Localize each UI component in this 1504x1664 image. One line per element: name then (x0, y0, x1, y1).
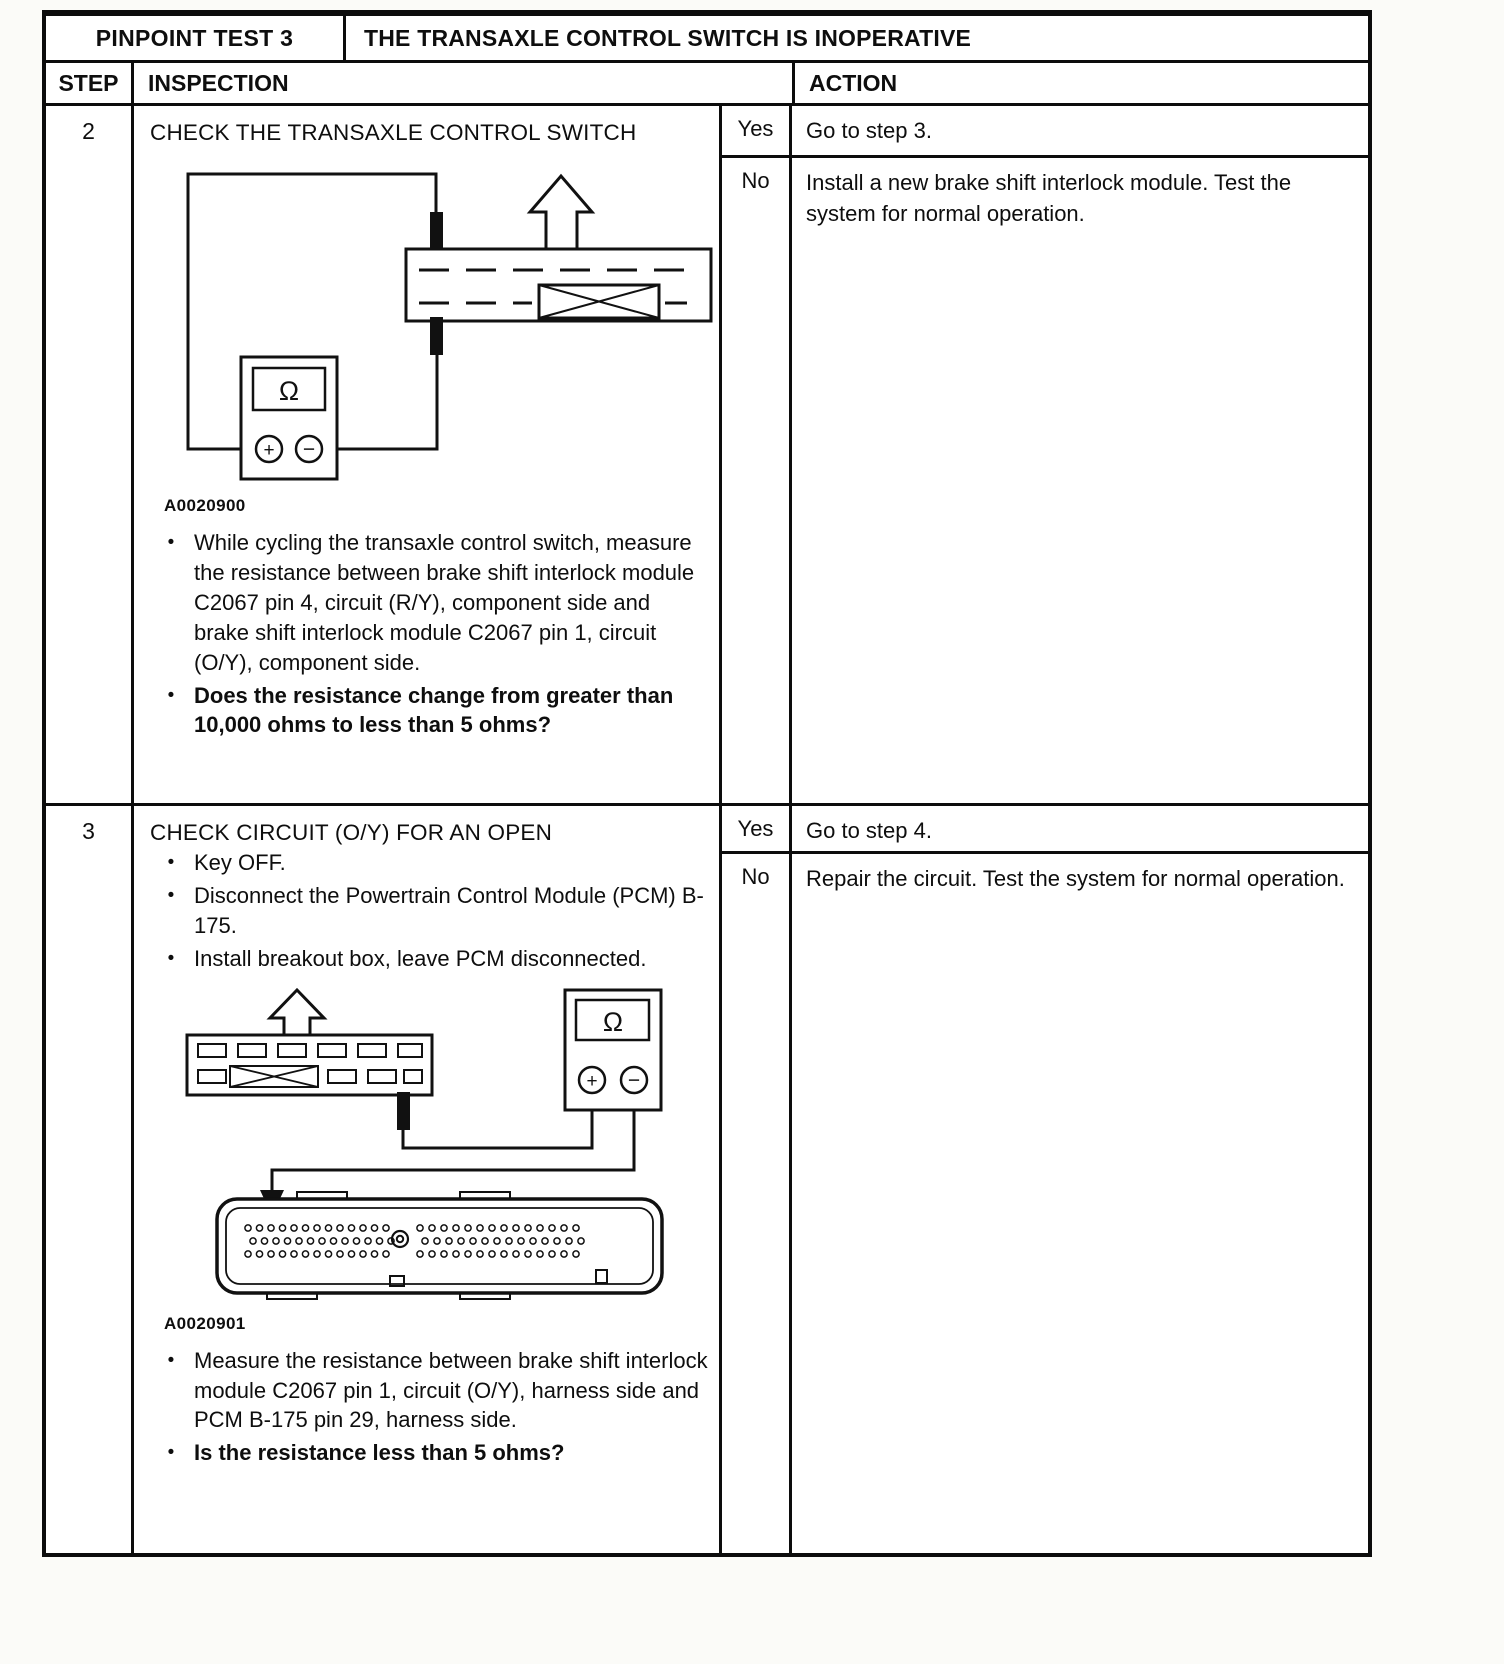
column-header-step: STEP (46, 63, 134, 103)
bullet-text: Install breakout box, leave PCM disconnected. (194, 945, 647, 971)
bullet-text: Does the resistance change from greater than 10,000 ohms to less than 5 ohms? (194, 682, 674, 738)
action-text: Install a new brake shift interlock module. Test the system for normal operation. (806, 170, 1292, 226)
list-item (148, 848, 713, 878)
column-header-action: ACTION (809, 69, 898, 96)
plus-terminal: + (263, 440, 275, 461)
ohmmeter (565, 990, 661, 1110)
answer-label: Yes (722, 106, 792, 155)
connector-pin-top (430, 212, 443, 250)
inspection-bullets (148, 528, 713, 740)
list-item-question (148, 1438, 713, 1468)
minus-terminal: − (627, 1068, 641, 1092)
inspection-cell-step2 (134, 106, 722, 803)
step-row-2 (46, 106, 1368, 806)
harness-connector (187, 1035, 432, 1095)
list-item-question (148, 681, 713, 741)
ohm-symbol: Ω (602, 1006, 624, 1037)
result-row-no (722, 854, 1368, 1553)
circuit-diagram-transaxle-switch (156, 154, 722, 492)
list-item (148, 528, 713, 678)
figure-label: A0020901 (164, 1313, 246, 1333)
bullet-text: Measure the resistance between brake shift interlock module C2067 pin 1, circuit (O/Y), harness side and PCM B-175 pin 29, harness side. (194, 1347, 708, 1433)
direction-arrow-icon (530, 176, 592, 249)
list-item (148, 1346, 713, 1436)
action-text: Repair the circuit. Test the system for normal operation. (806, 866, 1345, 891)
circuit-diagram-pcm-check (172, 980, 712, 1310)
test-number-label: PINPOINT TEST 3 (46, 16, 346, 60)
inspection-bullets (148, 1346, 713, 1469)
bullet-text: Disconnect the Powertrain Control Module (PCM) B-175. (194, 882, 704, 938)
action-text: Go to step 4. (806, 818, 932, 843)
bullet-icon: • (167, 1442, 175, 1464)
step-row-3 (46, 806, 1368, 1553)
answer-label: No (722, 158, 792, 803)
answer-label: No (722, 854, 792, 1553)
result-row-yes (722, 106, 1368, 158)
results-column-step2 (722, 106, 1368, 803)
minus-terminal: − (302, 438, 316, 461)
figure-label: A0020900 (164, 496, 246, 515)
bullet-text: Is the resistance less than 5 ohms? (194, 1440, 565, 1466)
result-row-yes (722, 806, 1368, 854)
ohm-symbol: Ω (278, 376, 300, 406)
answer-label: Yes (722, 806, 792, 851)
list-item (148, 944, 713, 974)
pcm-connector (217, 1192, 662, 1299)
step-number: 2 (46, 106, 134, 803)
inspection-cell-step3 (134, 806, 722, 1553)
bullet-icon: • (167, 947, 175, 969)
result-row-no (722, 158, 1368, 803)
connector-pin-bottom (430, 317, 443, 355)
bullet-icon: • (167, 684, 175, 706)
plus-terminal: + (586, 1070, 598, 1092)
results-column-step3 (722, 806, 1368, 1553)
connector-pin (397, 1092, 410, 1130)
bullet-text: While cycling the transaxle control switch, measure the resistance between brake shift interlock module C2067 pin 4, circuit (R/Y), component side and brake shift interlock module C2067 pin 1, circuit (O/Y), component side. (194, 530, 695, 675)
list-item (148, 881, 713, 941)
bullet-icon: • (167, 884, 175, 906)
bullet-text: Key OFF. (194, 850, 286, 875)
direction-arrow-icon (270, 990, 324, 1035)
test-title: THE TRANSAXLE CONTROL SWITCH IS INOPERATIVE (364, 24, 972, 51)
inspection-pre-bullets (148, 848, 713, 974)
column-header-row (46, 63, 1368, 106)
bullet-icon: • (167, 852, 175, 873)
action-text: Go to step 3. (806, 118, 932, 143)
bullet-icon: • (167, 532, 175, 553)
ohmmeter (241, 357, 337, 479)
bullet-icon: • (167, 1349, 175, 1371)
column-header-inspection: INSPECTION (134, 63, 795, 103)
table-title-row (46, 16, 1368, 63)
pinpoint-test-table (42, 10, 1372, 1557)
step-number: 3 (46, 806, 134, 1553)
inspection-title: CHECK CIRCUIT (O/Y) FOR AN OPEN (150, 820, 553, 845)
inspection-title: CHECK THE TRANSAXLE CONTROL SWITCH (150, 120, 637, 145)
